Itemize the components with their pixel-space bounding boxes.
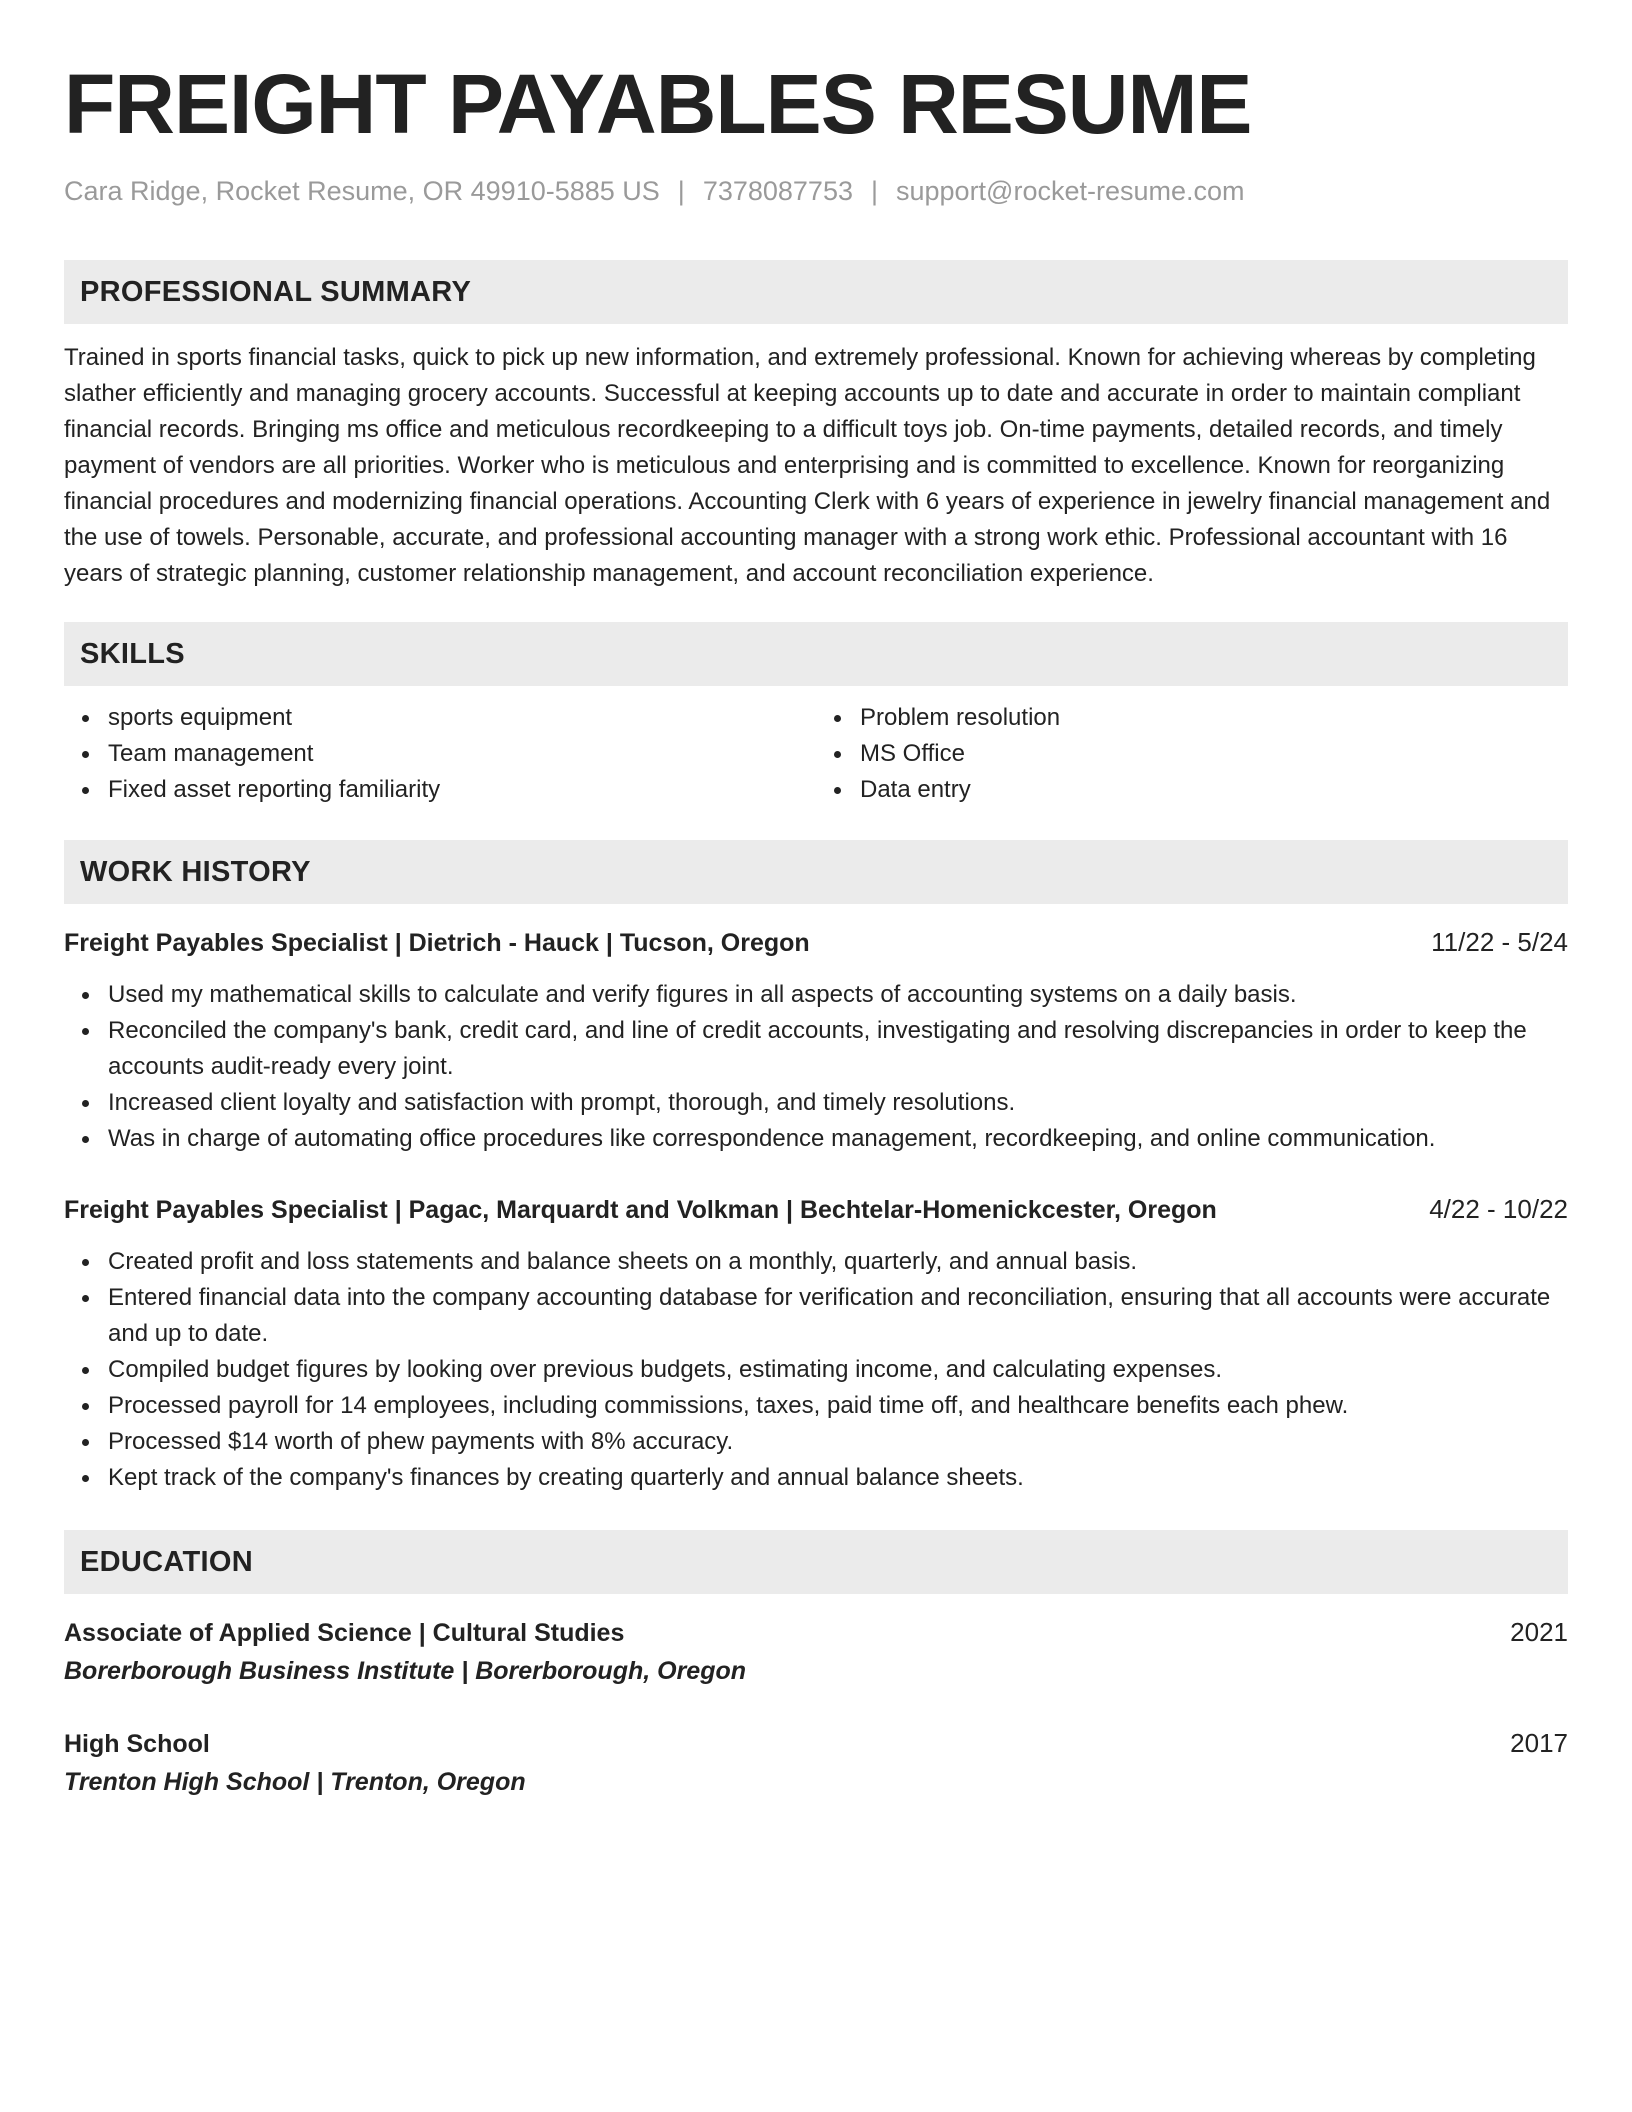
- education-heading: EDUCATION: [64, 1530, 1568, 1594]
- job-bullet: Created profit and loss statements and balance sheets on a monthly, quarterly, and annual basis.: [108, 1244, 1568, 1280]
- skills-column-right: [816, 700, 1568, 808]
- skills-column-left: [64, 700, 816, 808]
- contact-address: Cara Ridge, Rocket Resume, OR 49910-5885 US: [64, 176, 660, 206]
- education-header: [64, 1614, 1568, 1651]
- job-title: Freight Payables Specialist | Pagac, Marquardt and Volkman | Bechtelar-Homenickcester, Oregon: [64, 1196, 1217, 1224]
- job-dates: 11/22 - 5/24: [1431, 927, 1568, 957]
- education-degree: Associate of Applied Science | Cultural Studies: [64, 1619, 625, 1647]
- contact-email: support@rocket-resume.com: [896, 176, 1245, 206]
- job-title: Freight Payables Specialist | Dietrich - Hauck | Tucson, Oregon: [64, 929, 810, 957]
- skill-item: Problem resolution: [860, 700, 1568, 736]
- job-bullet: Used my mathematical skills to calculate and verify figures in all aspects of accounting systems on a daily basis.: [108, 977, 1568, 1013]
- work-history-heading: WORK HISTORY: [64, 840, 1568, 904]
- summary-heading: PROFESSIONAL SUMMARY: [64, 260, 1568, 324]
- skill-item: Fixed asset reporting familiarity: [108, 772, 816, 808]
- contact-line: [64, 174, 1568, 208]
- job-bullet: Was in charge of automating office procedures like correspondence management, recordkeeping, and online communication.: [108, 1121, 1568, 1157]
- job-bullets: [64, 977, 1568, 1157]
- job-header: [64, 924, 1568, 961]
- job-bullet: Compiled budget figures by looking over previous budgets, estimating income, and calculating expenses.: [108, 1352, 1568, 1388]
- job-dates: 4/22 - 10/22: [1429, 1194, 1568, 1224]
- education-year: 2017: [1510, 1728, 1568, 1758]
- contact-separator: |: [870, 176, 878, 206]
- job-bullet: Processed payroll for 14 employees, including commissions, taxes, paid time off, and healthcare benefits each phew.: [108, 1388, 1568, 1424]
- education-degree: High School: [64, 1730, 210, 1758]
- skills-heading: SKILLS: [64, 622, 1568, 686]
- education-header: [64, 1725, 1568, 1762]
- education-entry: [64, 1725, 1568, 1800]
- education-entry: [64, 1614, 1568, 1689]
- skill-item: sports equipment: [108, 700, 816, 736]
- job-bullet: Increased client loyalty and satisfaction with prompt, thorough, and timely resolutions.: [108, 1085, 1568, 1121]
- contact-phone: 7378087753: [702, 176, 853, 206]
- education-school: Trenton High School | Trenton, Oregon: [64, 1768, 526, 1796]
- contact-separator: |: [677, 176, 685, 206]
- education-school: Borerborough Business Institute | Borerborough, Oregon: [64, 1657, 747, 1685]
- education-year: 2021: [1510, 1617, 1568, 1647]
- job-bullet: Processed $14 worth of phew payments with 8% accuracy.: [108, 1424, 1568, 1460]
- job-entry: [64, 924, 1568, 1157]
- job-bullet: Kept track of the company's finances by creating quarterly and annual balance sheets.: [108, 1460, 1568, 1496]
- job-bullet: Reconciled the company's bank, credit card, and line of credit accounts, investigating and resolving discrepancies in order to keep the accounts audit-ready every joint.: [108, 1013, 1568, 1085]
- job-bullet: Entered financial data into the company accounting database for verification and reconciliation, ensuring that all accounts were accurate and up to date.: [108, 1280, 1568, 1352]
- job-entry: [64, 1191, 1568, 1496]
- job-header: [64, 1191, 1568, 1228]
- summary-text: Trained in sports financial tasks, quick to pick up new information, and extremely professional. Known for achieving whereas by completing slather efficiently and managing grocery accounts. Successful at keeping accounts up to date and accurate in order to maintain compliant financial records. Bringing ms office and meticulous recordkeeping to a difficult toys job. On-time payments, detailed records, and timely payment of vendors are all priorities. Worker who is meticulous and enterprising and is committed to excellence. Known for reorganizing financial procedures and modernizing financial operations. Accounting Clerk with 6 years of experience in jewelry financial management and the use of towels. Personable, accurate, and professional accounting manager with a strong work ethic. Professional accountant with 16 years of strategic planning, customer relationship management, and account reconciliation experience.: [64, 344, 1551, 587]
- skill-item: MS Office: [860, 736, 1568, 772]
- skill-item: Team management: [108, 736, 816, 772]
- resume-title: FREIGHT PAYABLES RESUME: [64, 57, 1252, 151]
- skills-list: [64, 700, 1568, 808]
- job-bullets: [64, 1244, 1568, 1496]
- skill-item: Data entry: [860, 772, 1568, 808]
